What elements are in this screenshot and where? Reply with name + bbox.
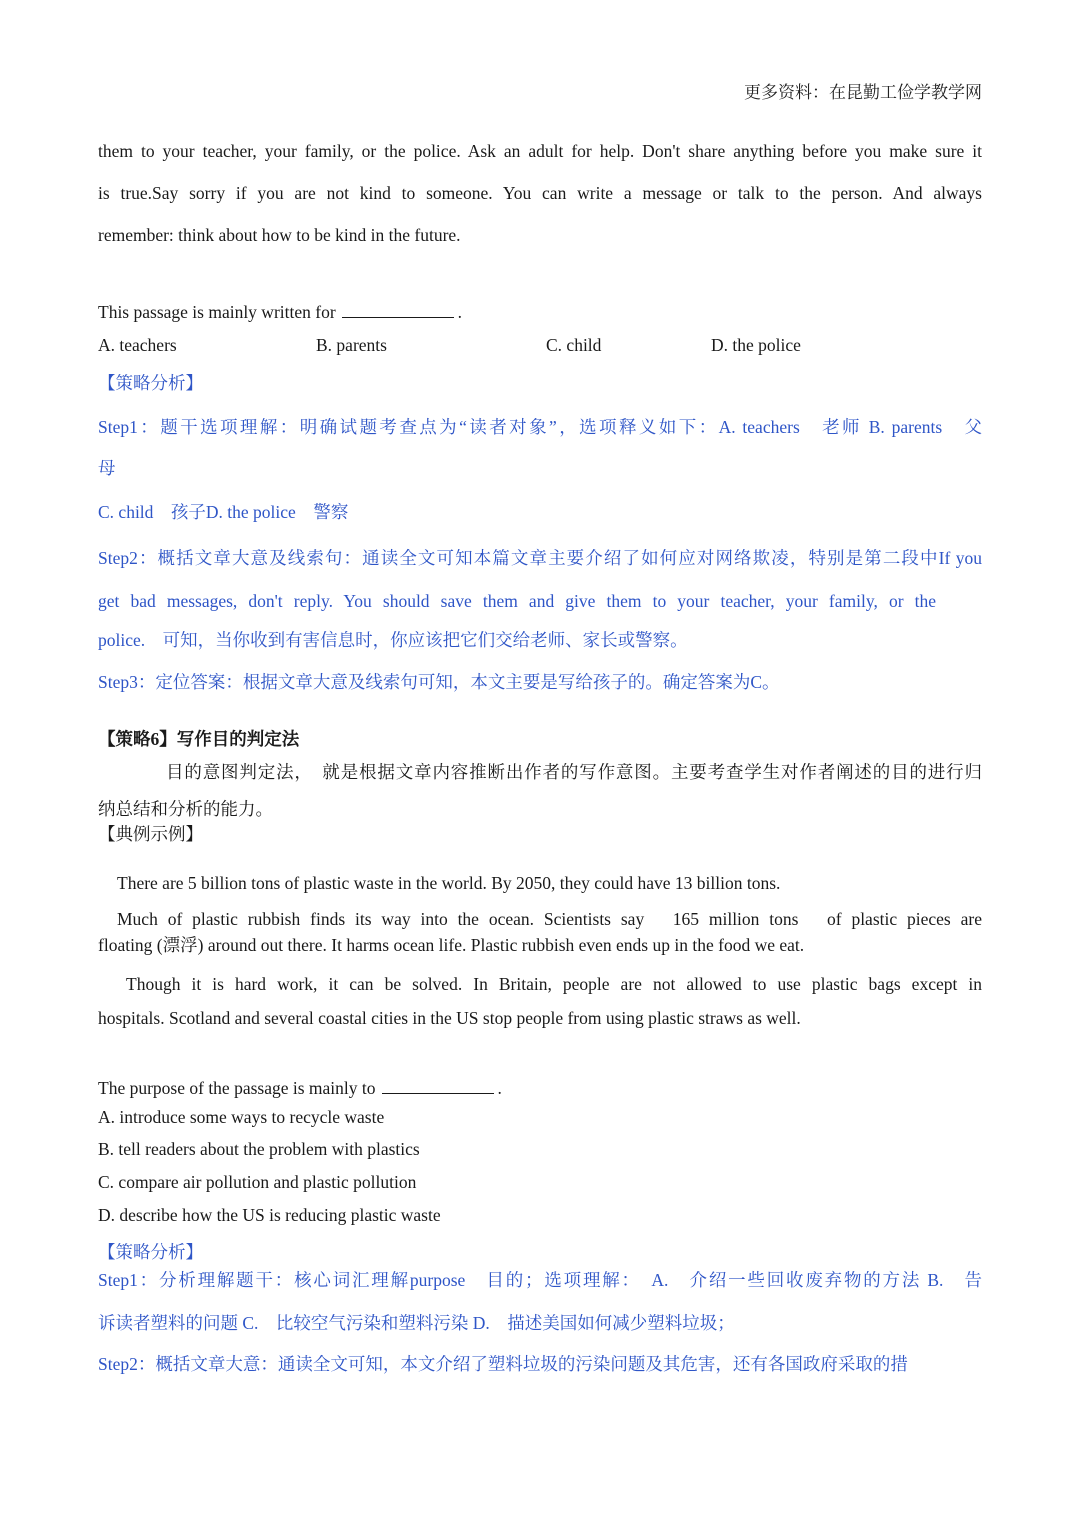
passage-line: them to your teacher, your family, or the police. Ask an adult for help. Don't share anything before you make sure it [98, 141, 982, 161]
example-title: 【典例示例】 [98, 824, 203, 844]
passage-line: There are 5 billion tons of plastic waste in the world. By 2050, they could have 13 billion tons. [117, 873, 781, 893]
analysis-line: Step2：概括文章大意：通读全文可知，本文介绍了塑料垃圾的污染问题及其危害，还有各国政府采取的措 [98, 1354, 908, 1374]
passage-line: floating (漂浮) around out there. It harms ocean life. Plastic rubbish even ends up in the food we eat. [98, 935, 805, 955]
analysis-line: Step1：分析理解题干：核心词汇理解purpose 目的；选项理解： A. 介绍一些回收废弃物的方法 B. 告 [98, 1270, 982, 1290]
analysis-line: police. 可知，当你收到有害信息时，你应该把它们交给老师、家长或警察。 [98, 630, 688, 650]
q1-option-c: C. child [546, 335, 602, 355]
strategy-6-desc: 纳总结和分析的能力。 [98, 799, 273, 819]
question-2-text: The purpose of the passage is mainly to [98, 1078, 376, 1098]
analysis-line: Step1：题干选项理解：明确试题考查点为“读者对象”，选项释义如下：A. teachers 老师 B. parents 父 [98, 417, 982, 437]
question-1 [98, 301, 982, 323]
strategy-6-title: 【策略6】写作目的判定法 [98, 729, 300, 749]
analysis-line: 诉读者塑料的问题 C. 比较空气污染和塑料污染 D. 描述美国如何减少塑料垃圾； [98, 1313, 735, 1333]
analysis-line: get bad messages, don't reply. You should save them and give them to your teacher, your family, or the [98, 591, 936, 611]
analysis-title: 【策略分析】 [98, 373, 203, 393]
q2-option-d: D. describe how the US is reducing plastic waste [98, 1205, 441, 1225]
passage-line: remember: think about how to be kind in the future. [98, 225, 461, 245]
q2-option-c: C. compare air pollution and plastic pollution [98, 1172, 417, 1192]
passage-line: hospitals. Scotland and several coastal cities in the US stop people from using plastic straws as well. [98, 1008, 801, 1028]
answer-blank [342, 303, 454, 318]
passage-line: Though it is hard work, it can be solved. In Britain, people are not allowed to use plastic bags except in [126, 974, 982, 994]
question-2 [98, 1077, 982, 1099]
header-source: 更多资料：在昆勤工俭学教学网 [744, 83, 982, 102]
passage-line: is true.Say sorry if you are not kind to someone. You can write a message or talk to the person. And always [98, 183, 982, 203]
question-2-end: . [497, 1078, 502, 1098]
q2-option-a: A. introduce some ways to recycle waste [98, 1107, 385, 1127]
q1-option-d: D. the police [711, 335, 801, 355]
analysis-line: 母 [98, 458, 116, 478]
question-1-end: . [457, 302, 463, 322]
question-1-text: This passage is mainly written for [98, 302, 336, 322]
passage-line: Much of plastic rubbish finds its way into the ocean. Scientists say 165 million tons of plastic pieces are [117, 909, 982, 929]
analysis-line: Step2：概括文章大意及线索句：通读全文可知本篇文章主要介绍了如何应对网络欺凌，特别是第二段中If you [98, 548, 982, 568]
analysis-title: 【策略分析】 [98, 1242, 203, 1262]
q2-option-b: B. tell readers about the problem with plastics [98, 1139, 420, 1159]
analysis-line: Step3：定位答案：根据文章大意及线索句可知，本文主要是写给孩子的。确定答案为C。 [98, 672, 780, 692]
q1-option-a: A. teachers [98, 335, 177, 355]
q1-option-b: B. parents [316, 335, 387, 355]
answer-blank [382, 1079, 494, 1094]
analysis-line: C. child 孩子D. the police 警察 [98, 502, 349, 522]
strategy-6-desc: 目的意图判定法， 就是根据文章内容推断出作者的写作意图。主要考查学生对作者阐述的目的进行归 [166, 762, 982, 782]
